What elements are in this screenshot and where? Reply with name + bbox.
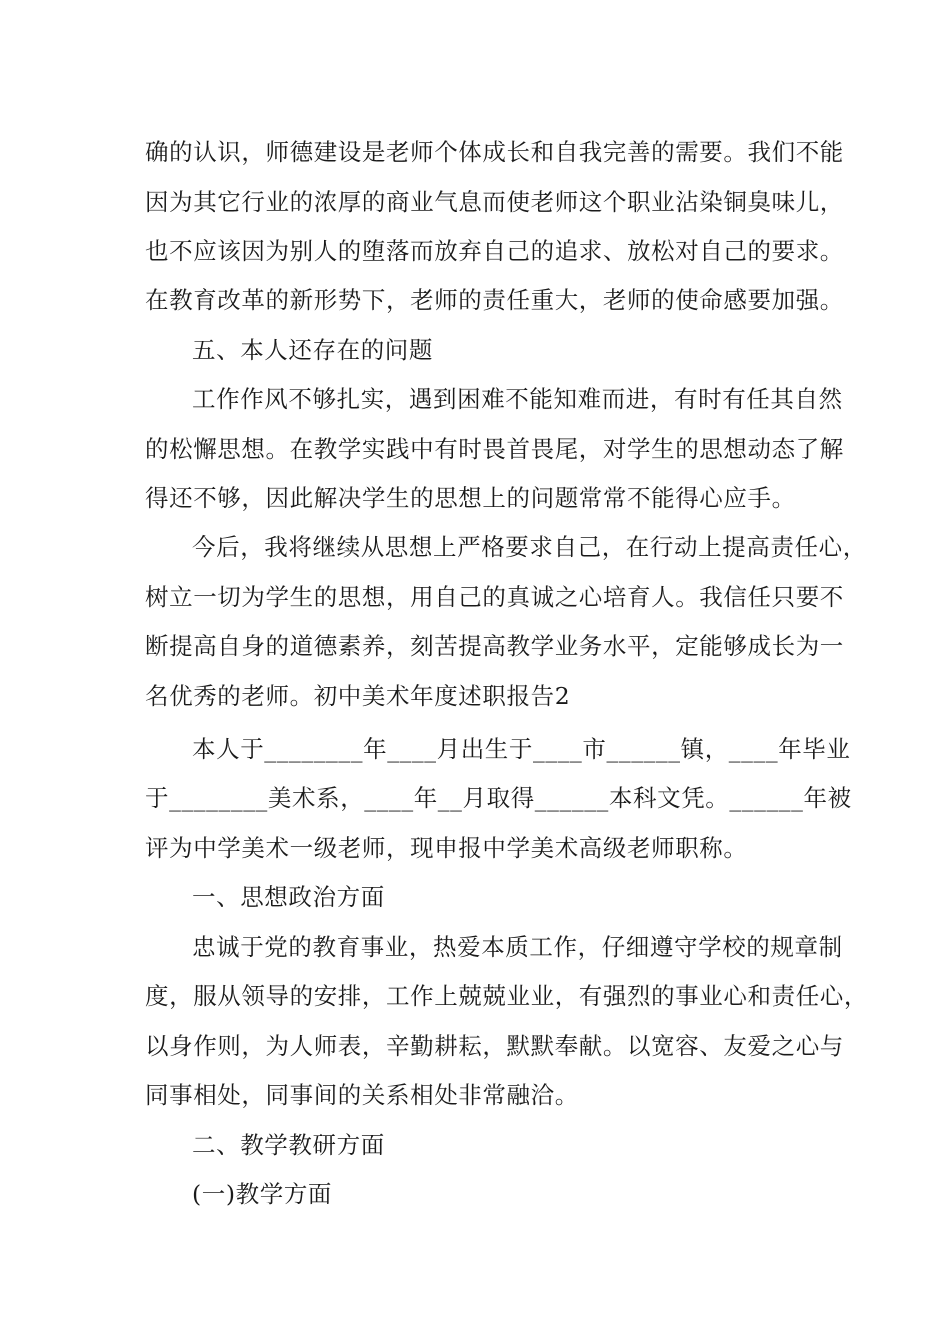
paragraph-line: 的松懈思想。在教学实践中有时畏首畏尾，对学生的思想动态了解 (145, 435, 844, 463)
paragraph-line: 本人于________年____月出生于____市______镇，____年毕业 (192, 735, 851, 763)
paragraph-line: 树立一切为学生的思想，用自己的真诚之心培育人。我信任只要不 (145, 583, 844, 611)
paragraph-line: 评为中学美术一级老师，现申报中学美术高级老师职称。 (145, 834, 748, 862)
paragraph-line: 以身作则，为人师表，辛勤耕耘，默默奉献。以宽容、友爱之心与 (145, 1032, 844, 1060)
paragraph-line: 也不应该因为别人的堕落而放弃自己的追求、放松对自己的要求。 (145, 237, 844, 265)
paragraph-line: 工作作风不够扎实，遇到困难不能知难而进，有时有任其自然 (192, 385, 843, 413)
paragraph-line: 在教育改革的新形势下，老师的责任重大，老师的使命感要加强。 (145, 286, 844, 314)
section-heading: 五、本人还存在的问题 (192, 336, 433, 364)
subsection-heading: (一)教学方面 (192, 1180, 333, 1208)
paragraph-line: 因为其它行业的浓厚的商业气息而使老师这个职业沾染铜臭味儿， (145, 188, 844, 216)
paragraph-line: 确的认识，师德建设是老师个体成长和自我完善的需要。我们不能 (145, 138, 844, 166)
paragraph-line: 度，服从领导的安排，工作上兢兢业业，有强烈的事业心和责任心， (145, 982, 868, 1010)
section-heading: 二、教学教研方面 (192, 1131, 385, 1159)
paragraph-line: 名优秀的老师。初中美术年度述职报告2 (145, 682, 571, 710)
paragraph-line: 断提高自身的道德素养，刻苦提高教学业务水平，定能够成长为一 (145, 632, 844, 660)
section-heading: 一、思想政治方面 (192, 883, 385, 911)
paragraph-line: 今后，我将继续从思想上严格要求自己，在行动上提高责任心， (192, 533, 867, 561)
paragraph-line: 得还不够，因此解决学生的思想上的问题常常不能得心应手。 (145, 484, 796, 512)
paragraph-line: 于________美术系，____年__月取得______本科文凭。______年被 (145, 784, 852, 812)
paragraph-line: 同事相处，同事间的关系相处非常融洽。 (145, 1081, 579, 1109)
paragraph-line: 忠诚于党的教育事业，热爱本质工作，仔细遵守学校的规章制 (192, 933, 843, 961)
